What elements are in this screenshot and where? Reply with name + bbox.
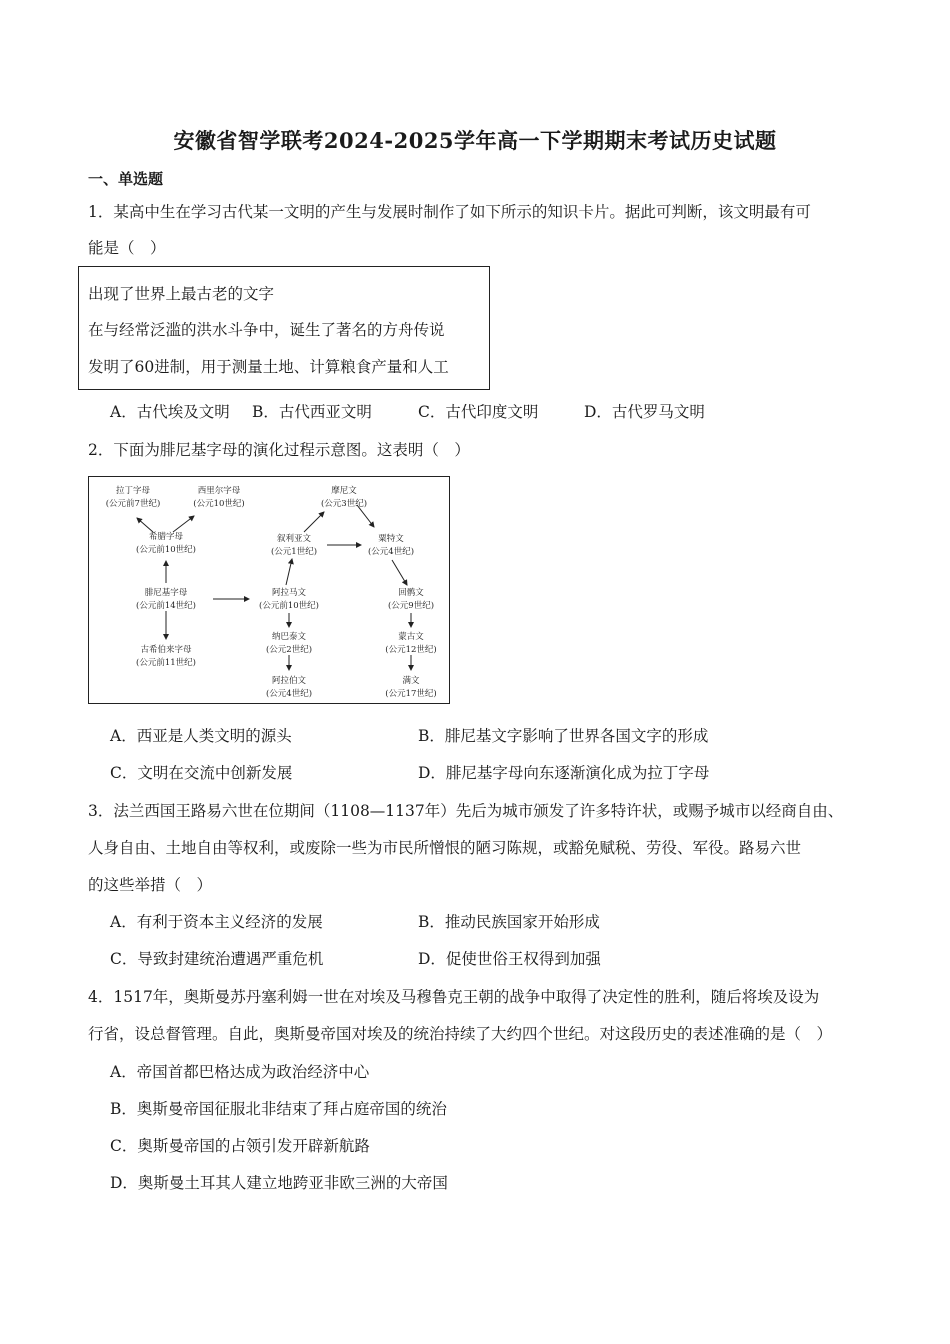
- q3-option-d[interactable]: D．促使世俗王权得到加强: [418, 950, 601, 968]
- q1-option-d[interactable]: D．古代罗马文明: [584, 403, 705, 421]
- node-manchu-date: (公元17世纪): [385, 689, 437, 699]
- q4-stem-line2: 行省，设总督管理。自此，奥斯曼帝国对埃及的统治持续了大约四个世纪。对这段历史的表述准确的是（ ）: [88, 1025, 833, 1043]
- node-nabataean-name: 纳巴泰文: [271, 632, 307, 642]
- section-heading: 一、单选题: [88, 170, 164, 188]
- node-manchu-name: 满文: [402, 676, 420, 686]
- node-phoenician-date: (公元前14世纪): [136, 601, 196, 611]
- node-syriac-name: 叙利亚文: [276, 534, 312, 544]
- q1-card-line-1: 出现了世界上最古老的文字: [88, 285, 275, 303]
- node-greek-name: 希腊字母: [148, 532, 184, 542]
- node-latin-date: (公元前7世纪): [105, 499, 161, 509]
- q1-knowledge-card: [78, 266, 490, 390]
- q3-option-c[interactable]: C．导致封建统治遭遇严重危机: [110, 950, 324, 968]
- q1-option-c[interactable]: C．古代印度文明: [418, 403, 539, 421]
- node-arabic-name: 阿拉伯文: [271, 676, 307, 686]
- node-sogdian-date: (公元4世纪): [367, 547, 415, 557]
- arrow-syriac-mani: [304, 512, 324, 532]
- q3-stem-line3: 的这些举措（ ）: [88, 876, 213, 894]
- q2-option-a[interactable]: A．西亚是人类文明的源头: [110, 727, 292, 745]
- node-mani-name: 摩尼文: [331, 486, 357, 496]
- q1-stem-line2: 能是（ ）: [88, 239, 166, 257]
- node-cyrillic-date: (公元10世纪): [193, 499, 245, 509]
- node-hebrew-date: (公元前11世纪): [136, 658, 196, 668]
- q1-stem-line1: 1．某高中生在学习古代某一文明的产生与发展时制作了如下所示的知识卡片。据此可判断，该文明最有可: [88, 203, 811, 221]
- q4-option-a[interactable]: A．帝国首都巴格达成为政治经济中心: [110, 1063, 370, 1081]
- q2-option-d[interactable]: D．腓尼基字母向东逐渐演化成为拉丁字母: [418, 764, 710, 782]
- node-greek-date: (公元前10世纪): [136, 545, 196, 555]
- node-aramaic-name: 阿拉马文: [271, 588, 307, 598]
- q2-alphabet-diagram: [88, 476, 450, 704]
- diagram-svg: [89, 477, 451, 705]
- q2-option-b[interactable]: B．腓尼基文字影响了世界各国文字的形成: [418, 727, 709, 745]
- arrow-greek-cyrillic: [173, 516, 194, 532]
- q2-stem: 2．下面为腓尼基字母的演化过程示意图。这表明（ ）: [88, 441, 470, 459]
- q2-option-c[interactable]: C．文明在交流中创新发展: [110, 764, 293, 782]
- q4-option-d[interactable]: D．奥斯曼土耳其人建立地跨亚非欧三洲的大帝国: [110, 1174, 448, 1192]
- q1-card-line-2: 在与经常泛滥的洪水斗争中，诞生了著名的方舟传说: [88, 321, 445, 339]
- arrow-aramaic-syriac: [286, 559, 292, 585]
- node-nabataean-date: (公元2世纪): [265, 645, 313, 655]
- node-mongol-date: (公元12世纪): [385, 645, 437, 655]
- arrow-sogdian-uyghur: [392, 560, 407, 585]
- exam-title: 安徽省智学联考2024-2025学年高一下学期期末考试历史试题: [173, 128, 777, 153]
- q1-option-b[interactable]: B．古代西亚文明: [252, 403, 372, 421]
- node-sogdian-name: 粟特文: [378, 534, 404, 544]
- q1-option-a[interactable]: A．古代埃及文明: [110, 403, 230, 421]
- q4-option-b[interactable]: B．奥斯曼帝国征服北非结束了拜占庭帝国的统治: [110, 1100, 447, 1118]
- node-arabic-date: (公元4世纪): [265, 689, 313, 699]
- q3-option-a[interactable]: A．有利于资本主义经济的发展: [110, 913, 323, 931]
- node-aramaic-date: (公元前10世纪): [259, 601, 319, 611]
- q4-option-c[interactable]: C．奥斯曼帝国的占领引发开辟新航路: [110, 1137, 370, 1155]
- arrow-greek-latin: [137, 518, 153, 532]
- q4-stem-line1: 4．1517年，奥斯曼苏丹塞利姆一世在对埃及马穆鲁克王朝的战争中取得了决定性的胜利，随后将埃及设为: [88, 988, 820, 1006]
- node-mani-date: (公元3世纪): [320, 499, 368, 509]
- q1-card-line-3: 发明了60进制，用于测量土地、计算粮食产量和人工: [88, 358, 449, 376]
- q3-stem-line2: 人身自由、土地自由等权利，或废除一些为市民所憎恨的陋习陈规，或豁免赋税、劳役、军役。路易六世: [88, 839, 802, 857]
- node-mongol-name: 蒙古文: [398, 632, 424, 642]
- node-phoenician-name: 腓尼基字母: [144, 588, 188, 598]
- q3-stem-line1: 3．法兰西国王路易六世在位期间（1108—1137年）先后为城市颁发了许多特许状，或赐予城市以经商自由、: [88, 802, 844, 820]
- node-uyghur-name: 回鹘文: [398, 588, 424, 598]
- node-latin-name: 拉丁字母: [115, 486, 151, 496]
- node-syriac-date: (公元1世纪): [270, 547, 318, 557]
- node-hebrew-name: 古希伯来字母: [140, 645, 192, 655]
- q3-option-b[interactable]: B．推动民族国家开始形成: [418, 913, 600, 931]
- node-cyrillic-name: 西里尔字母: [197, 486, 241, 496]
- node-uyghur-date: (公元9世纪): [387, 601, 435, 611]
